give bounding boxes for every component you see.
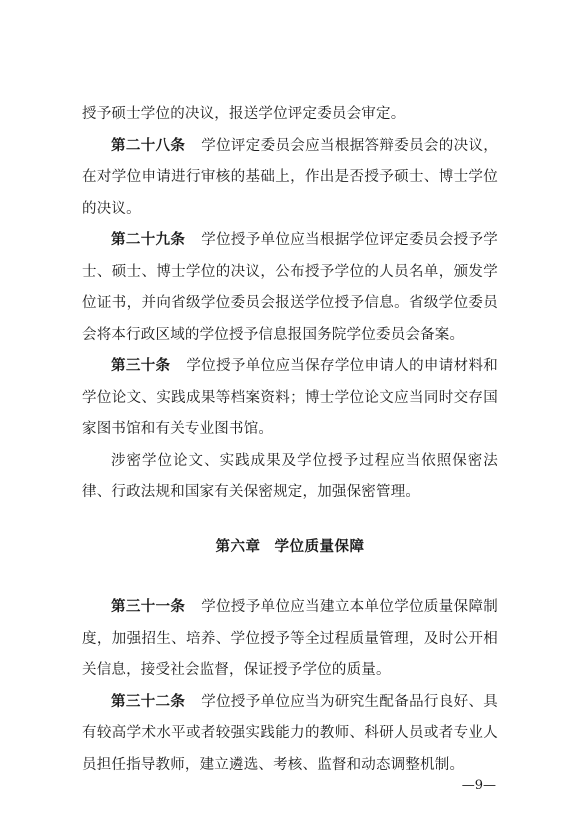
article-number: 第三十条 xyxy=(111,358,171,374)
paragraph-text: 学位授予单位应当为研究生配备品行良好、具有较高学术水平或者较强实践能力的教师、科研人员或者专业人员担任指导教师，建立遴选、考核、监督和动态调整机制。 xyxy=(82,693,499,773)
chapter-number: 第六章 xyxy=(215,538,261,555)
paragraph-text: 学位授予单位应当保存学位申请人的申请材料和学位论文、实践成果等档案资料；博士学位论文应当同时交存国家图书馆和有关专业图书馆。 xyxy=(82,358,498,437)
chapter-title: 学位质量保障 xyxy=(274,538,365,555)
article-29 xyxy=(82,225,498,351)
article-number: 第二十八条 xyxy=(111,137,186,154)
paragraph-text: 涉密学位论文、实践成果及学位授予过程应当依照保密法律、行政法规和国家有关保密规定，加强保密管理。 xyxy=(82,452,498,500)
article-28 xyxy=(82,131,498,226)
article-30 xyxy=(82,351,498,446)
paragraph-text: 学位授予单位应当建立本单位学位质量保障制度，加强招生、培养、学位授予等全过程质量管理，及时公开相关信息，接受社会监督，保证授予学位的质量。 xyxy=(82,599,499,678)
article-31 xyxy=(82,592,498,687)
paragraph-text: 授予硕士学位的决议，报送学位评定委员会审定。 xyxy=(82,106,406,122)
chapter-heading xyxy=(82,509,498,593)
paragraph-continued xyxy=(82,99,498,131)
paragraph-text: 学位授予单位应当根据学位评定委员会授予学士、硕士、博士学位的决议，公布授予学位的人员名单，颁发学位证书，并向省级学位委员会报送学位授予信息。省级学位委员会将本行政区域的学位授予信息报国务院学位委员会备案。 xyxy=(82,232,499,343)
body-text xyxy=(82,99,498,781)
article-number: 第三十二条 xyxy=(111,693,186,710)
page-number: —9— xyxy=(461,778,496,793)
article-number: 第三十一条 xyxy=(111,599,186,615)
article-32 xyxy=(82,687,498,782)
article-30-clause-2 xyxy=(82,446,498,509)
paragraph-text: 学位评定委员会应当根据答辩委员会的决议，在对学位申请进行审核的基础上，作出是否授予硕士、博士学位的决议。 xyxy=(82,137,499,217)
article-number: 第二十九条 xyxy=(111,232,186,248)
